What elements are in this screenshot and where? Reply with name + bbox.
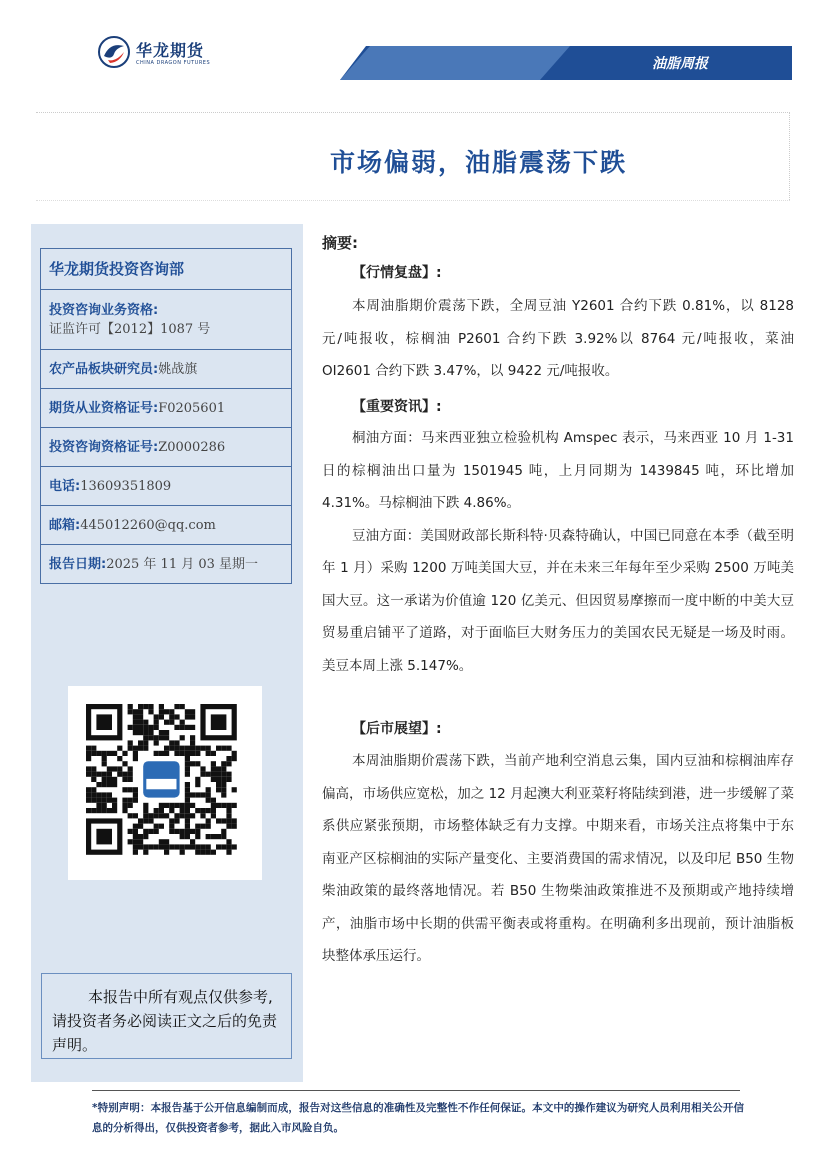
divider xyxy=(789,112,790,200)
qr-code[interactable] xyxy=(68,686,262,880)
contact-info-box xyxy=(40,248,292,584)
brand-name-en: CHINA DRAGON FUTURES xyxy=(136,60,211,66)
email-row xyxy=(41,505,291,544)
researcher-value: 姚战旗 xyxy=(158,361,198,377)
section-outlook: 【后市展望】: xyxy=(352,721,442,737)
advisor-cert-label: 投资咨询资格证号: xyxy=(49,439,159,455)
qr-code-icon xyxy=(68,686,262,880)
report-date-row xyxy=(41,544,291,583)
phone-row xyxy=(41,466,291,505)
special-notice: *特别声明：本报告基于公开信息编制而成，报告对这些信息的准确性及完整性不作任何保证。本文中的操作建议为研究人员利用相关公开信息的分析得出，仅供投资者参考，据此入市风险自负。 xyxy=(92,1102,744,1134)
report-title: 市场偏弱，油脂震荡下跌 xyxy=(330,148,628,177)
email-label: 邮箱: xyxy=(49,517,81,533)
header-banner xyxy=(340,46,792,80)
abstract-heading: 摘要: xyxy=(322,234,358,252)
dragon-logo-icon xyxy=(98,36,130,68)
futures-cert-row xyxy=(41,388,291,427)
dept-name: 华龙期货投资咨询部 xyxy=(49,259,185,278)
key-news-body xyxy=(322,422,794,682)
paragraph: 豆油方面：美国财政部长斯科特·贝森特确认，中国已同意在本季（截至明年 1 月）采购 1200 万吨美国大豆，并在未来三年每年至少采购 2500 万吨美国大豆。这一承诺为价值逾 120 亿美元、但因贸易摩擦而一度中断的中美大豆贸易重启铺平了道路，对于面临巨大财务压力的美国农民无疑是一场及时雨。美豆本周上涨 5.147%。 xyxy=(322,527,794,674)
paragraph: 本周油脂期价震荡下跌，当前产地利空消息云集，国内豆油和棕榈油库存偏高，市场供应宽松，加之 12 月起澳大利亚菜籽将陆续到港，进一步缓解了菜系供应紧张预期，市场整体缺乏有力支撑。中期来看，市场关注点将集中于东南亚产区棕榈油的实际产量变化、主要消费国的需求情况，以及印尼 B50 生物柴油政策的最终落地情况。若 B50 生物柴油政策推进不及预期或产地持续增产，油脂市场中长期的供需平衡表或将重构。在明确利多出现前，预计油脂板块整体承压运行。 xyxy=(322,753,794,964)
qualification-row xyxy=(41,289,291,349)
disclaimer-text: 本报告中所有观点仅供参考,请投资者务必阅读正文之后的免责声明。 xyxy=(52,988,278,1054)
advisor-cert-row xyxy=(41,427,291,466)
report-type: 油脂周报 xyxy=(652,56,708,72)
divider xyxy=(36,112,790,113)
email-value[interactable]: 445012260@qq.com xyxy=(80,517,216,533)
futures-cert-value: F0205601 xyxy=(158,400,226,416)
report-date-label: 报告日期: xyxy=(49,556,107,572)
researcher-label: 农产品板块研究员: xyxy=(49,361,159,377)
qualification-label: 投资咨询业务资格: xyxy=(49,302,159,318)
brand-logo xyxy=(98,36,218,72)
qualification-value: 证监许可【2012】1087 号 xyxy=(49,321,211,337)
advisor-cert-value: Z0000286 xyxy=(158,439,226,455)
brand-name-cn: 华龙期货 xyxy=(136,41,205,60)
paragraph: 本周油脂期价震荡下跌，全周豆油 Y2601 合约下跌 0.81%，以 8128 元/吨报收，棕榈油 P2601 合约下跌 3.92%以 8764 元/吨报收，菜油 OI2601 合约下跌 3.47%，以 9422 元/吨报收。 xyxy=(322,298,794,379)
outlook-body xyxy=(322,745,794,973)
futures-cert-label: 期货从业资格证号: xyxy=(49,400,159,416)
researcher-row xyxy=(41,349,291,388)
market-review-body xyxy=(322,290,794,388)
section-market-review: 【行情复盘】: xyxy=(352,265,442,281)
paragraph: 桐油方面：马来西亚独立检验机构 Amspec 表示，马来西亚 10 月 1-31 日的棕榈油出口量为 1501945 吨，上月同期为 1439845 吨，环比增加 4.31%。马棕榈油下跌 4.86%。 xyxy=(322,430,794,511)
divider xyxy=(36,200,790,201)
footer-divider xyxy=(92,1090,740,1091)
phone-value: 13609351809 xyxy=(80,478,172,494)
phone-label: 电话: xyxy=(49,478,81,494)
report-date-value: 2025 年 11 月 03 星期一 xyxy=(106,556,259,572)
section-key-news: 【重要资讯】: xyxy=(352,399,442,415)
